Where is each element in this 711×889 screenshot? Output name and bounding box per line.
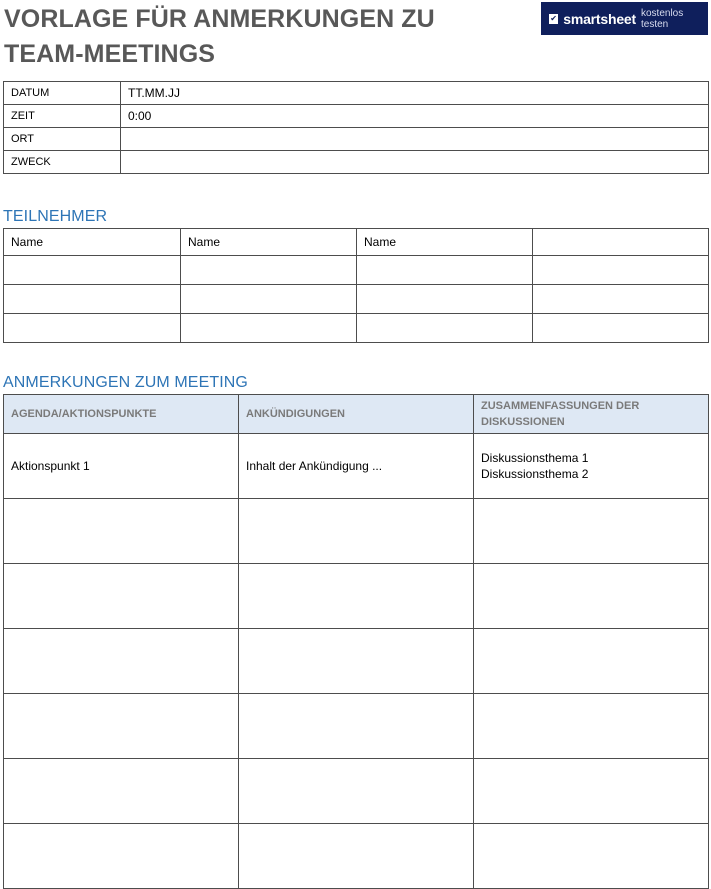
purpose-field[interactable] (121, 151, 709, 174)
meeting-notes-table (3, 394, 709, 889)
announcement-cell[interactable] (239, 499, 474, 564)
announcement-cell[interactable]: Inhalt der Ankündigung ... (239, 434, 474, 499)
participant-name-cell[interactable]: Name (357, 229, 533, 256)
date-label: DATUM (4, 82, 121, 105)
announcement-cell[interactable] (239, 759, 474, 824)
discussion-cell[interactable] (474, 824, 709, 889)
discussion-cell[interactable] (474, 499, 709, 564)
agenda-cell[interactable] (4, 694, 239, 759)
meeting-info-row (4, 82, 709, 105)
participant-cell[interactable] (181, 285, 357, 314)
date-field[interactable]: TT.MM.JJ (121, 82, 709, 105)
meeting-info-table (3, 81, 709, 174)
discussion-cell[interactable] (474, 564, 709, 629)
participants-heading: TEILNEHMER (3, 208, 108, 225)
notes-row (4, 434, 709, 499)
announcements-column-header: ANKÜNDIGUNGEN (239, 395, 474, 434)
participant-cell[interactable] (533, 314, 709, 343)
participant-name-cell[interactable] (533, 229, 709, 256)
notes-row (4, 564, 709, 629)
brand-cta: kostenlos testen (640, 7, 684, 30)
participant-row (4, 256, 709, 285)
agenda-cell[interactable] (4, 564, 239, 629)
discussions-column-header: ZUSAMMENFASSUNGEN DER DISKUSSIONEN (474, 395, 709, 434)
discussion-item: Diskussionsthema 1 (481, 451, 589, 465)
discussion-cell[interactable] (474, 629, 709, 694)
participant-cell[interactable] (533, 285, 709, 314)
participants-table (3, 228, 709, 343)
participant-cell[interactable] (357, 285, 533, 314)
participant-row (4, 314, 709, 343)
discussion-item: Diskussionsthema 2 (481, 467, 589, 481)
agenda-cell[interactable] (4, 499, 239, 564)
participant-cell[interactable] (357, 314, 533, 343)
notes-header-row (4, 395, 709, 434)
time-label: ZEIT (4, 105, 121, 128)
page-title (4, 2, 474, 72)
meeting-info-row (4, 105, 709, 128)
participant-cell[interactable] (181, 314, 357, 343)
participant-name-cell[interactable]: Name (181, 229, 357, 256)
smartsheet-logo-icon: ✔ (550, 13, 557, 23)
participant-cell[interactable] (4, 314, 181, 343)
announcement-cell[interactable] (239, 694, 474, 759)
notes-row (4, 759, 709, 824)
meeting-info-row (4, 151, 709, 174)
discussion-cell[interactable] (474, 434, 709, 499)
agenda-cell[interactable]: Aktionspunkt 1 (4, 434, 239, 499)
discussion-cell[interactable] (474, 694, 709, 759)
participant-cell[interactable] (4, 256, 181, 285)
participant-name-cell[interactable]: Name (4, 229, 181, 256)
notes-row (4, 824, 709, 889)
participants-header-row (4, 229, 709, 256)
participant-cell[interactable] (4, 285, 181, 314)
smartsheet-trial-button[interactable] (541, 2, 708, 35)
notes-row (4, 499, 709, 564)
location-label: ORT (4, 128, 121, 151)
announcement-cell[interactable] (239, 629, 474, 694)
meeting-info-row (4, 128, 709, 151)
agenda-cell[interactable] (4, 824, 239, 889)
participant-row (4, 285, 709, 314)
discussion-cell[interactable] (474, 759, 709, 824)
notes-row (4, 694, 709, 759)
notes-row (4, 629, 709, 694)
agenda-cell[interactable] (4, 759, 239, 824)
time-field[interactable]: 0:00 (121, 105, 709, 128)
agenda-column-header: AGENDA/AKTIONSPUNKTE (4, 395, 239, 434)
meeting-notes-heading: ANMERKUNGEN ZUM MEETING (3, 374, 248, 391)
announcement-cell[interactable] (239, 564, 474, 629)
announcement-cell[interactable] (239, 824, 474, 889)
page-title-line-1: VORLAGE FÜR ANMERKUNGEN ZU (4, 5, 435, 33)
brand-name: smartsheet (563, 10, 636, 27)
participant-cell[interactable] (533, 256, 709, 285)
agenda-cell[interactable] (4, 629, 239, 694)
location-field[interactable] (121, 128, 709, 151)
participant-cell[interactable] (357, 256, 533, 285)
page-title-line-2: TEAM-MEETINGS (4, 40, 216, 68)
purpose-label: ZWECK (4, 151, 121, 174)
participant-cell[interactable] (181, 256, 357, 285)
